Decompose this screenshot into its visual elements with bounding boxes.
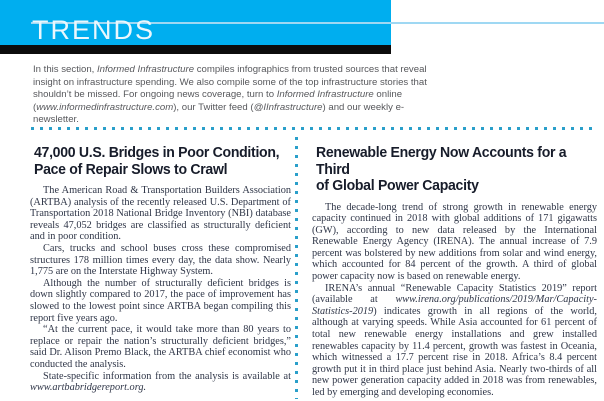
article-paragraph: “At the current pace, it would take more than 80 years to replace or repair the nation’s structurally deficient bridges,” said Dr. Alison Premo Black, the ARTBA chief economist who conducted the analysis. (30, 324, 291, 370)
headline-line: of Global Power Capacity (316, 178, 479, 194)
intro-text: compiles infographics from trusted sources that reveal insight on infrastructure spending. We also compile some of the top infrastructure stories that shouldn’t be missed. For ongoing news coverage, turn to (33, 64, 427, 100)
paragraph-text: IRENA’s annual “Renewable Capacity Statistics 2019” report (available at (312, 282, 597, 306)
article-renewable-energy (312, 145, 597, 399)
section-intro (33, 64, 432, 127)
page-title: TRENDS (32, 15, 156, 45)
horizontal-dotted-divider (31, 127, 597, 130)
intro-text: online ( (33, 89, 403, 113)
magazine-name: Informed Infrastructure (97, 64, 195, 75)
artba-report-url: www.artbabridgereport.org. (30, 382, 147, 394)
article-bridges (30, 145, 291, 394)
headline-line: 47,000 U.S. Bridges in Poor Condition, (34, 145, 280, 161)
article-headline-bridges (34, 145, 283, 178)
vertical-dotted-divider (295, 137, 298, 399)
intro-text: ), our Twitter feed ( (173, 101, 254, 113)
article-paragraph: Cars, trucks and school buses cross these compromised structures 178 million times every day, the data show. Nearly 1,775 are on the Interstate Highway System. (30, 242, 291, 278)
intro-text: ) and our weekly e-newsletter. (33, 101, 405, 125)
article-paragraph (312, 283, 597, 399)
article-paragraph (30, 371, 291, 394)
article-paragraph: The decade-long trend of strong growth in renewable energy capacity continued in 2018 with global additions of 171 gigawatts (GW), according to new data released by the International Renewable Energy Agency (IRENA). The annual increase of 7.9 percent was bolstered by new additions from solar and wind energy, which accounted for 84 percent of the growth. A third of global power capacity now is based on renewable energy. (312, 201, 597, 283)
article-paragraph: The American Road & Transportation Builders Association (ARTBA) analysis of the recently released U.S. Department of Transportation 2018 National Bridge Inventory (NBI) database reveals 47,052 bridges are classified as structurally deficient and in poor condition. (30, 185, 291, 243)
twitter-handle: @IInfrastructure (253, 101, 323, 113)
article-paragraph: Although the number of structurally deficient bridges is down slightly compared to 2017, the pace of improvement has slowed to the lowest point since ARTBA began compiling this report five years ago. (30, 277, 291, 324)
article-headline-renewables (316, 145, 589, 195)
intro-text: In this section, (33, 64, 97, 75)
paragraph-text: State-specific information from the analysis is available at (43, 370, 291, 382)
magazine-url: www.informedinfrastructure.com (36, 101, 174, 113)
headline-line: Pace of Repair Slows to Crawl (34, 161, 228, 178)
paragraph-text: ) indicates growth in all regions of the world, although at varying speeds. While Asia accounted for 61 percent of total new renewable energy installations and grew installed renewables capacity by 11.4 percent, growth was fastest in Oceania, which witnessed a 17.7 percent rise in 2018. Africa’s 8.4 percent growth put it in third place just behind Asia. Nearly two-thirds of all new power generation capacity added in 2018 was from renewables, led by emerging and developing economies. (312, 305, 597, 398)
magazine-name: Informed Infrastructure (276, 89, 374, 100)
headline-line: Renewable Energy Now Accounts for a Third (316, 145, 567, 178)
irena-report-url: www.irena.org/publications/2019/Mar/Capacity-Statistics-2019 (312, 294, 597, 317)
banner-black-bar (0, 45, 391, 54)
